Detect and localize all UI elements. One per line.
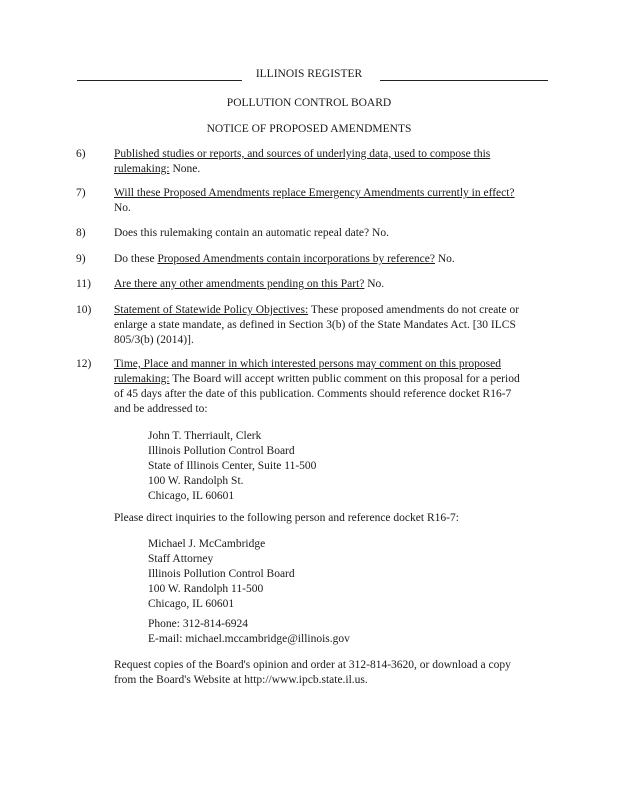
item-6-answer: None. <box>169 163 201 175</box>
item-6-heading: rulemaking: <box>114 163 170 175</box>
item-6-line-2 <box>114 162 200 177</box>
item-12-line-4: and be addressed to: <box>114 403 208 415</box>
item-9-line-1 <box>114 252 455 267</box>
clerk-address-line: Illinois Pollution Control Board <box>148 445 295 457</box>
item-number: 6) <box>76 148 86 160</box>
item-7-answer: No. <box>114 202 131 214</box>
item-10-line-1 <box>114 303 519 318</box>
item-12-text: The Board will accept written public comment on this proposal for a period <box>169 373 520 385</box>
item-9-answer: No. <box>434 253 455 265</box>
item-number: 9) <box>76 253 86 265</box>
item-12-line-1: Time, Place and manner in which interested persons may comment on this proposed <box>114 358 501 370</box>
item-number: 7) <box>76 187 86 199</box>
notice-title: NOTICE OF PROPOSED AMENDMENTS <box>206 123 412 135</box>
clerk-address-line: State of Illinois Center, Suite 11-500 <box>148 460 317 472</box>
item-12-line-3: of 45 days after the date of this publication. Comments should reference docket R16-7 <box>114 388 512 400</box>
attorney-address-line: 100 W. Randolph 11-500 <box>148 583 264 595</box>
register-title: ILLINOIS REGISTER <box>255 68 363 80</box>
item-number: 11) <box>76 278 91 290</box>
contact-phone: Phone: 312-814-6924 <box>148 618 248 630</box>
item-8-line-1: Does this rulemaking contain an automatic repeal date? No. <box>114 227 389 239</box>
item-12-line-2 <box>114 372 520 387</box>
item-7-line-1: Will these Proposed Amendments replace Emergency Amendments currently in effect? <box>114 187 515 199</box>
item-number: 12) <box>76 358 92 370</box>
direct-inquiries: Please direct inquiries to the following person and reference docket R16-7: <box>114 512 459 524</box>
item-10-text: These proposed amendments do not create or <box>308 304 520 316</box>
item-11-heading: Are there any other amendments pending on this Part? <box>114 278 365 290</box>
attorney-address-line: Chicago, IL 60601 <box>148 598 235 610</box>
board-title: POLLUTION CONTROL BOARD <box>226 97 392 109</box>
item-number: 8) <box>76 227 86 239</box>
attorney-address-line: Illinois Pollution Control Board <box>148 568 295 580</box>
attorney-address-line: Michael J. McCambridge <box>148 538 266 550</box>
request-line-2: from the Board's Website at http://www.ipcb.state.il.us. <box>114 674 368 686</box>
item-number: 10) <box>76 304 92 316</box>
contact-email: E-mail: michael.mccambridge@illinois.gov <box>148 633 350 645</box>
clerk-address-line: Chicago, IL 60601 <box>148 490 235 502</box>
item-6-line-1: Published studies or reports, and sources of underlying data, used to compose this <box>114 148 491 160</box>
request-line-1: Request copies of the Board's opinion and order at 312-814-3620, or download a copy <box>114 659 511 671</box>
item-10-heading: Statement of Statewide Policy Objectives: <box>114 304 309 316</box>
item-10-line-2: enlarge a state mandate, as defined in Section 3(b) of the State Mandates Act. [30 ILCS <box>114 319 516 331</box>
item-12-heading: rulemaking: <box>114 373 170 385</box>
item-9-pre: Do these <box>114 253 158 265</box>
clerk-address-line: John T. Therriault, Clerk <box>148 430 262 442</box>
attorney-address-line: Staff Attorney <box>148 553 214 565</box>
item-9-heading: Proposed Amendments contain incorporations by reference? <box>157 253 435 265</box>
clerk-address-line: 100 W. Randolph St. <box>148 475 244 487</box>
item-11-answer: No. <box>364 278 385 290</box>
item-10-line-3: 805/3(b) (2014)]. <box>114 334 194 346</box>
item-11-line-1 <box>114 277 384 292</box>
